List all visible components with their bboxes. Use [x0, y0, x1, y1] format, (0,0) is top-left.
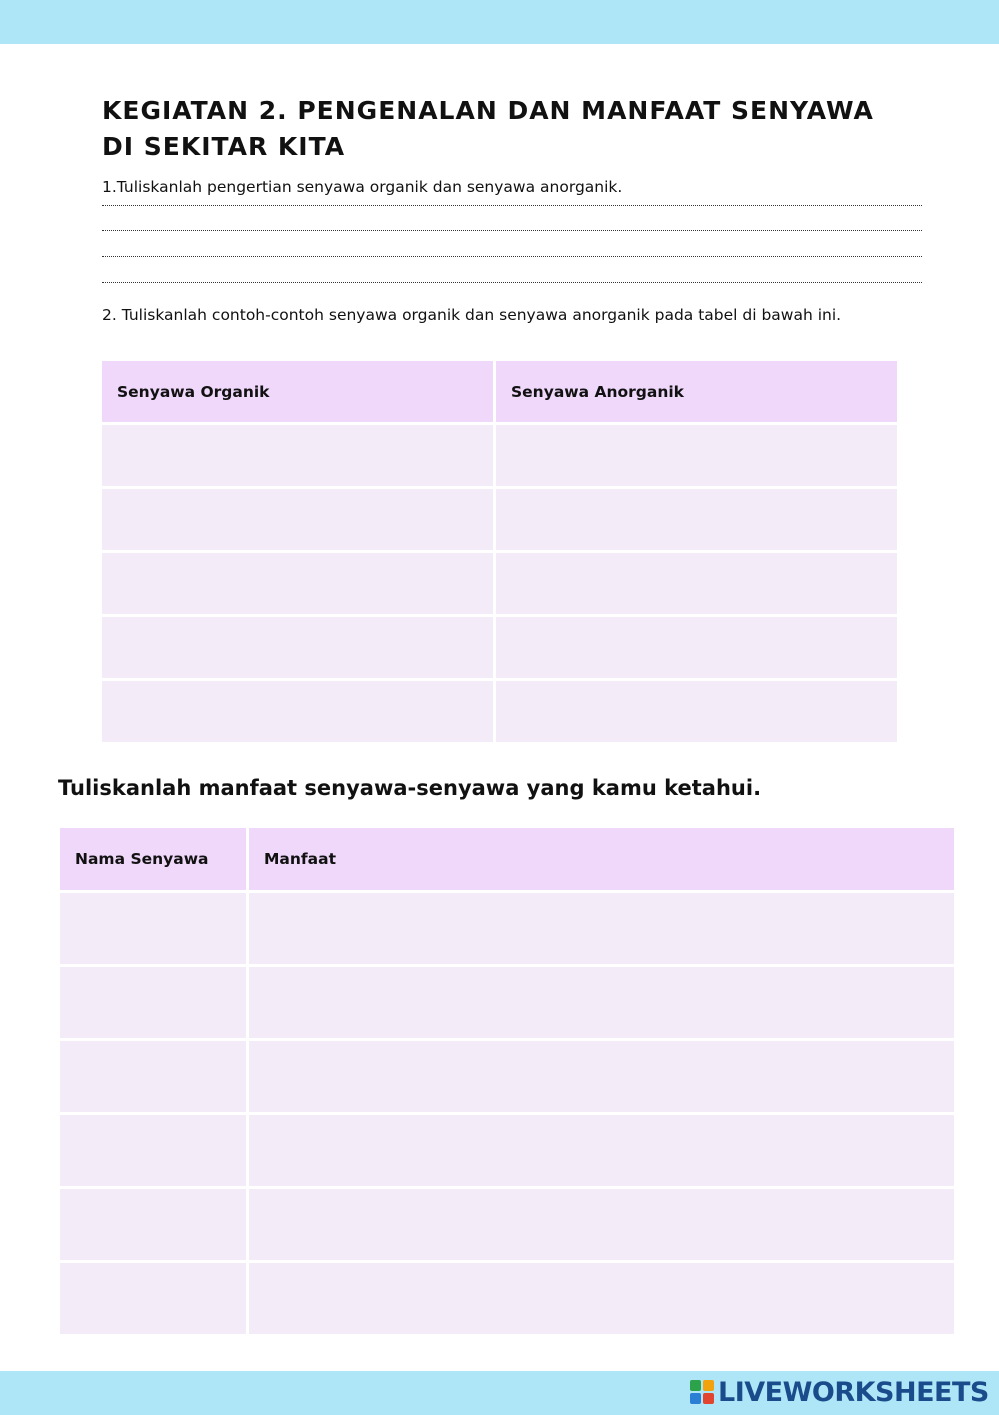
benefit-cell[interactable]	[249, 1041, 954, 1112]
table-row	[102, 425, 897, 486]
logo-icon	[690, 1380, 714, 1404]
table-header-row	[102, 361, 897, 422]
page-title: KEGIATAN 2. PENGENALAN DAN MANFAAT SENYAWA DI SEKITAR KITA	[102, 96, 874, 161]
compound-name-cell[interactable]	[60, 967, 246, 1038]
answer-line-2[interactable]	[102, 230, 922, 231]
answer-line-4[interactable]	[102, 282, 922, 283]
inorganic-cell[interactable]	[496, 617, 897, 678]
answer-line-1[interactable]	[102, 205, 922, 206]
compound-name-cell[interactable]	[60, 1041, 246, 1112]
organic-cell[interactable]	[102, 489, 493, 550]
benefit-cell[interactable]	[249, 1189, 954, 1260]
answer-line-3[interactable]	[102, 256, 922, 257]
question-2: 2. Tuliskanlah contoh-contoh senyawa organik dan senyawa anorganik pada tabel di bawah ini.	[102, 306, 842, 324]
question-1: 1.Tuliskanlah pengertian senyawa organik dan senyawa anorganik.	[102, 178, 623, 196]
brand-name: LIVEWORKSHEETS	[718, 1376, 989, 1408]
liveworksheets-logo[interactable]	[690, 1374, 989, 1410]
top-banner	[0, 0, 999, 44]
header-inorganic: Senyawa Anorganik	[496, 361, 897, 422]
section-heading: Tuliskanlah manfaat senyawa-senyawa yang kamu ketahui.	[58, 776, 762, 800]
header-organic: Senyawa Organik	[102, 361, 493, 422]
compound-name-cell[interactable]	[60, 1115, 246, 1186]
inorganic-cell[interactable]	[496, 681, 897, 742]
table-row	[60, 1263, 954, 1334]
compound-name-cell[interactable]	[60, 1263, 246, 1334]
benefit-cell[interactable]	[249, 1115, 954, 1186]
organic-cell[interactable]	[102, 681, 493, 742]
compound-name-cell[interactable]	[60, 1189, 246, 1260]
table-row	[102, 489, 897, 550]
table-row	[60, 1115, 954, 1186]
inorganic-cell[interactable]	[496, 553, 897, 614]
table-row	[102, 681, 897, 742]
compounds-table	[99, 358, 900, 745]
header-compound-name: Nama Senyawa	[60, 828, 246, 890]
header-benefit: Manfaat	[249, 828, 954, 890]
benefit-cell[interactable]	[249, 1263, 954, 1334]
table-row	[60, 967, 954, 1038]
table-header-row	[60, 828, 954, 890]
organic-cell[interactable]	[102, 425, 493, 486]
organic-cell[interactable]	[102, 553, 493, 614]
inorganic-cell[interactable]	[496, 489, 897, 550]
table-row	[102, 553, 897, 614]
benefits-table	[57, 825, 957, 1337]
inorganic-cell[interactable]	[496, 425, 897, 486]
benefit-cell[interactable]	[249, 893, 954, 964]
organic-cell[interactable]	[102, 617, 493, 678]
compound-name-cell[interactable]	[60, 893, 246, 964]
benefit-cell[interactable]	[249, 967, 954, 1038]
table-row	[60, 1041, 954, 1112]
table-row	[60, 893, 954, 964]
table-row	[60, 1189, 954, 1260]
table-row	[102, 617, 897, 678]
